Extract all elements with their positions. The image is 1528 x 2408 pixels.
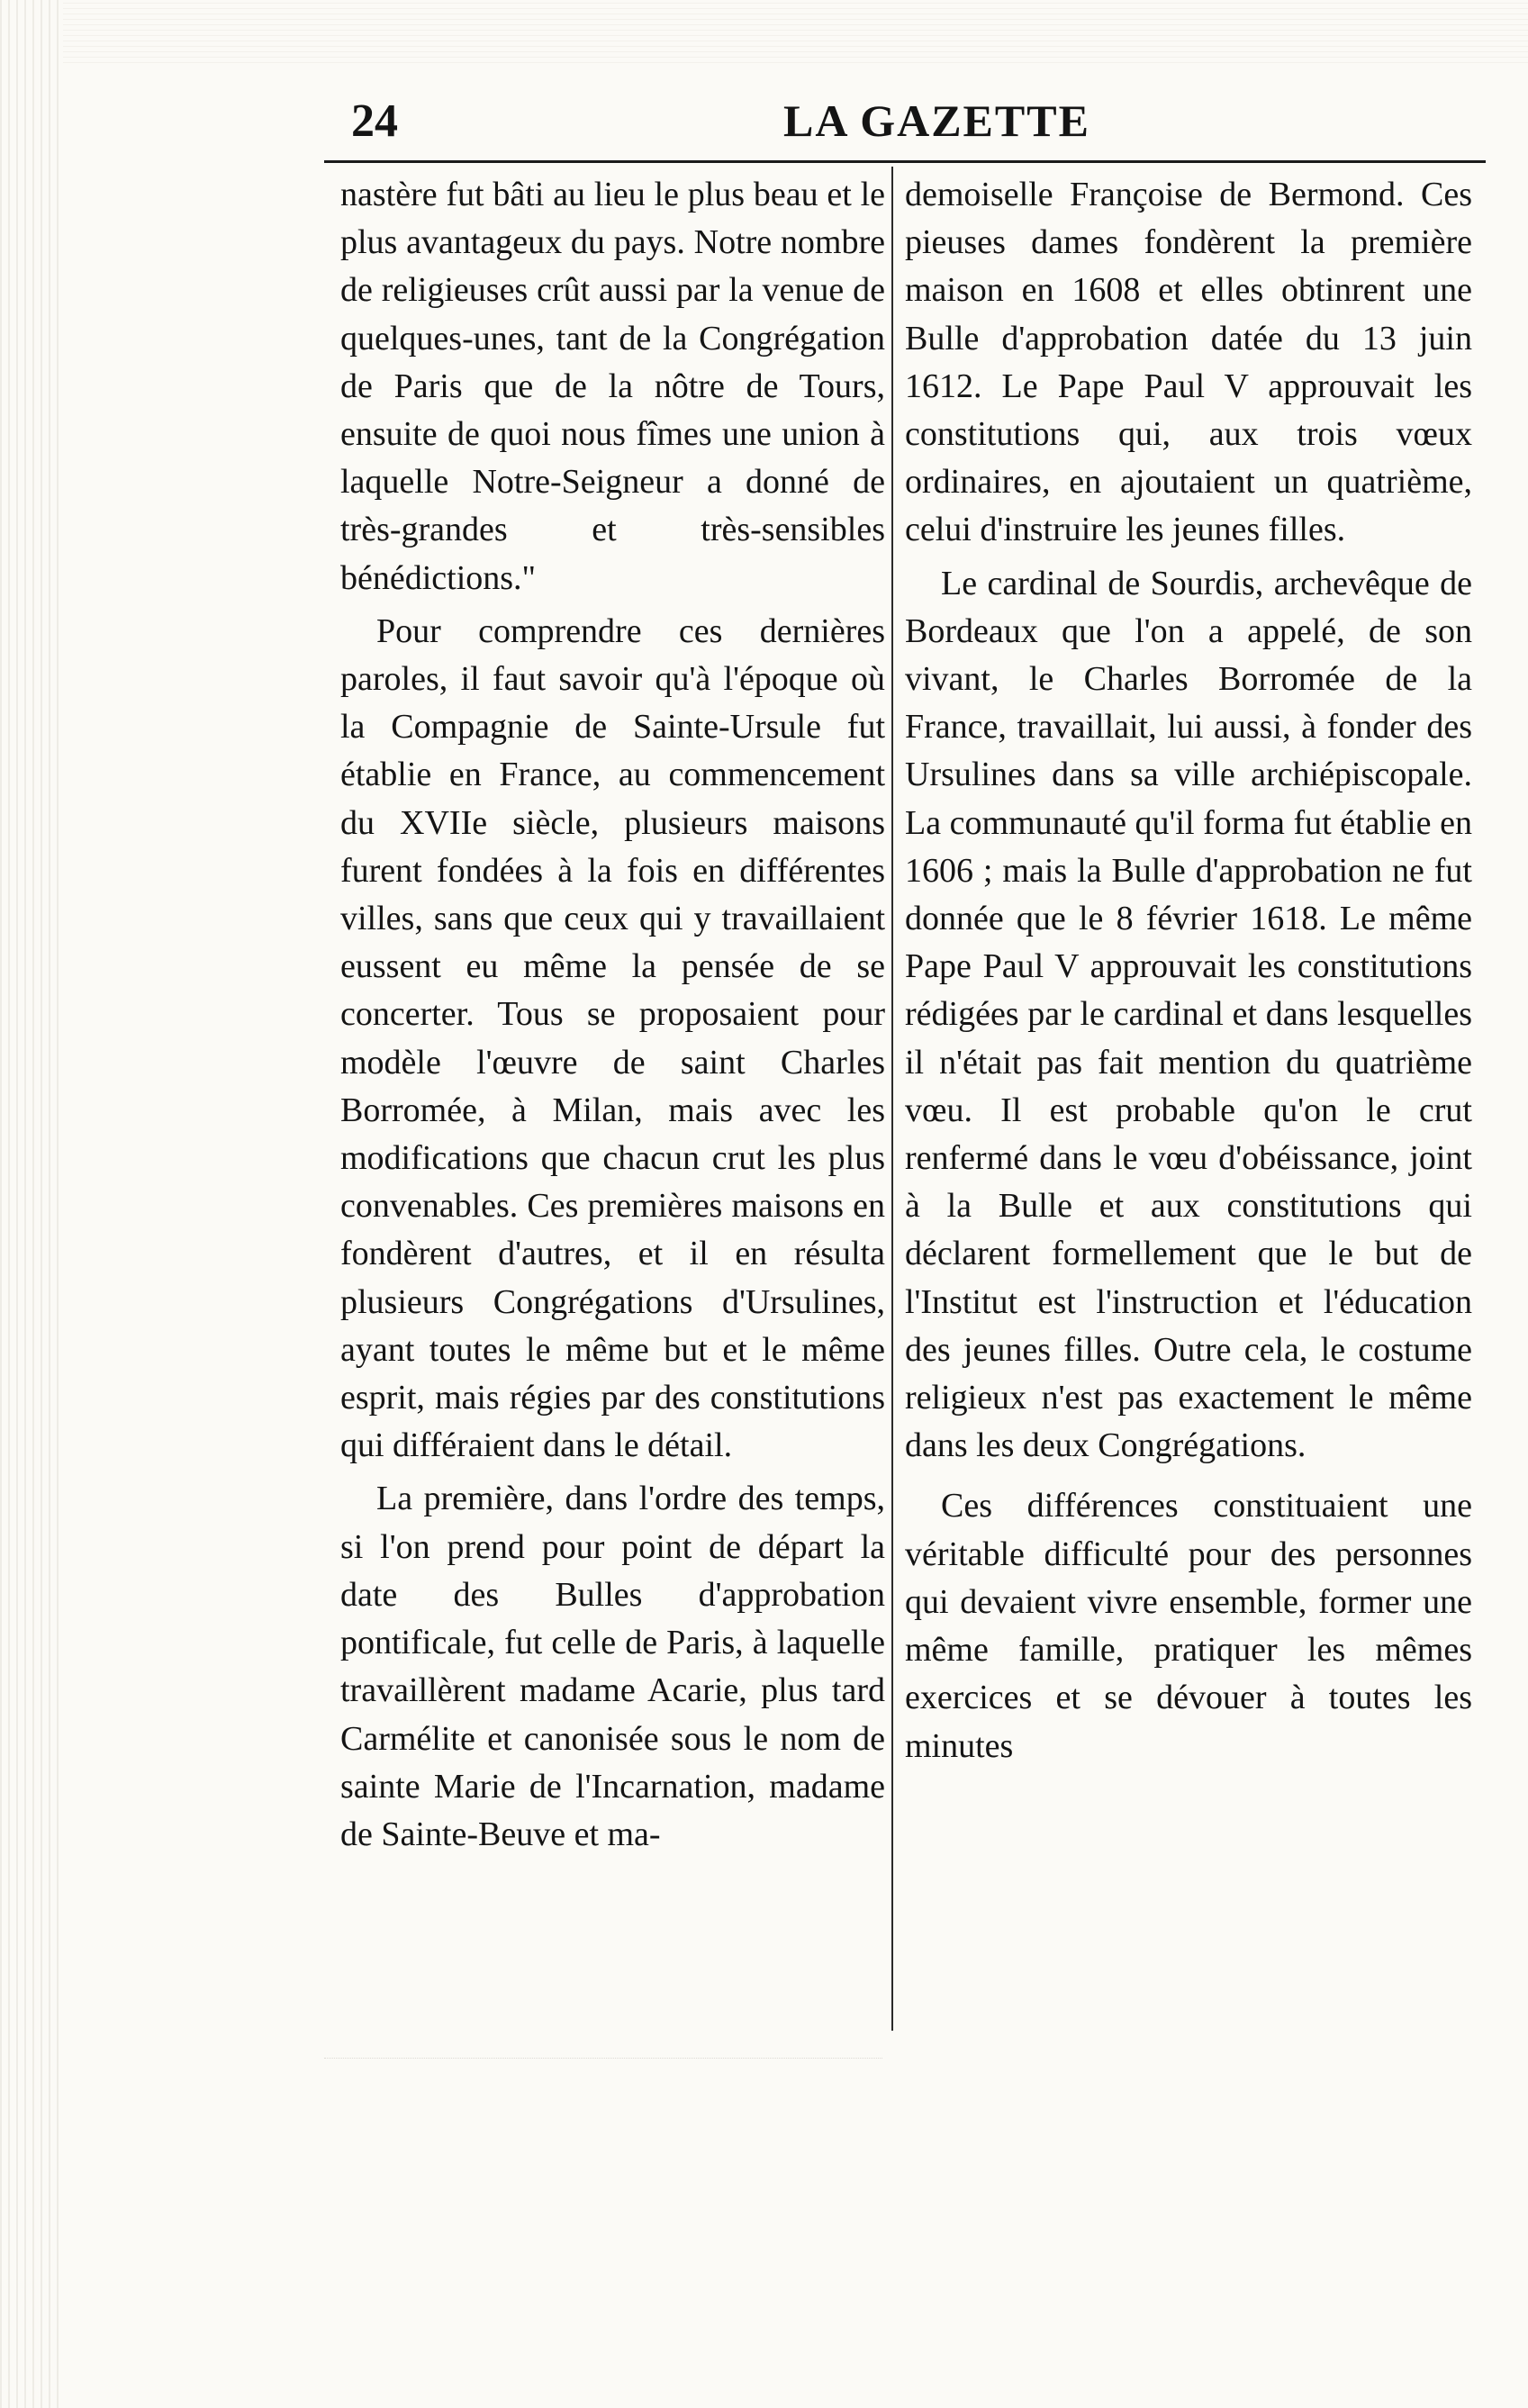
left-column [340, 171, 885, 1859]
scan-edge-noise [0, 0, 63, 2408]
left-paragraph-2: Pour comprendre ces dernières paroles, il faut savoir qu'à l'époque où la Compagnie de Sainte-Ursule fut établie en France, au commencement du XVIIe siècle, plusieurs maisons furent fondées à la fois en différentes villes, sans que ceux qui y travaillaient eussent eu même la pensée de se concerter. Tous se proposaient pour modèle l'œuvre de saint Charles Borromée, à Milan, mais avec les modifications que chacun crut les plus convenables. Ces premières maisons en fondèrent d'autres, et il en résulta plusieurs Congrégations d'Ursulines, ayant toutes le même but et le même esprit, mais régies par des constitutions qui différaient dans le détail. [340, 611, 885, 1465]
right-column [905, 171, 1472, 1770]
left-paragraph-3: La première, dans l'ordre des temps, si l'on prend pour point de départ la date des Bulles d'approbation pontificale, fut celle de Paris, à laquelle travaillèrent madame Acarie, plus tard Carmélite et canonisée sous le nom de sainte Marie de l'Incarnation, madame de Sainte-Beuve et ma- [340, 1480, 885, 1853]
left-paragraph-1: nastère fut bâti au lieu le plus beau et le plus avantageux du pays. Notre nombre de religieuses crût aussi par la venue de quelques-unes, tant de la Congrégation de Paris que de la nôtre de Tours, ensuite de quoi nous fîmes une union à laquelle Notre-Seigneur a donné de très-grandes et très-sensibles bénédictions." [340, 176, 885, 597]
footer-scan-noise [324, 2022, 882, 2059]
right-paragraph-3: Ces différences constituaient une véritable difficulté pour des personnes qui devaient vivre ensemble, former une même famille, pratiquer les mêmes exercices et se dévouer à toutes les minutes [905, 1487, 1472, 1765]
page-number: 24 [351, 95, 398, 147]
column-divider [891, 167, 893, 2031]
header-rule [324, 160, 1486, 163]
right-paragraph-1: demoiselle Françoise de Bermond. Ces pieuses dames fondèrent la première maison en 1608 et elles obtinrent une Bulle d'approbation datée du 13 juin 1612. Le Pape Paul V approuvait les constitutions qui, aux trois vœux ordinaires, en ajoutaient un quatrième, celui d'instruire les jeunes filles. [905, 176, 1472, 549]
running-title: LA GAZETTE [783, 95, 1090, 146]
right-paragraph-2: Le cardinal de Sourdis, archevêque de Bordeaux que l'on a appelé, de son vivant, le Charles Borromée de la France, travaillait, lui aussi, à fonder des Ursulines dans sa ville archiépiscopale. La communauté qu'il forma fut établie en 1606 ; mais la Bulle d'approbation ne fut donnée que le 8 février 1618. Le même Pape Paul V approuvait les constitutions rédigées par le cardinal et dans lesquelles il n'était pas fait mention du quatrième vœu. Il est probable qu'on le crut renfermé dans le vœu d'obéissance, joint à la Bulle et aux constitutions qui déclarent formellement que le but de l'Institut est l'instruction et l'éducation des jeunes filles. Outre cela, le costume religieux n'est pas exactement le même dans les deux Congrégations. [905, 564, 1472, 1465]
top-scan-noise [63, 0, 1528, 63]
page-header [342, 86, 1459, 158]
